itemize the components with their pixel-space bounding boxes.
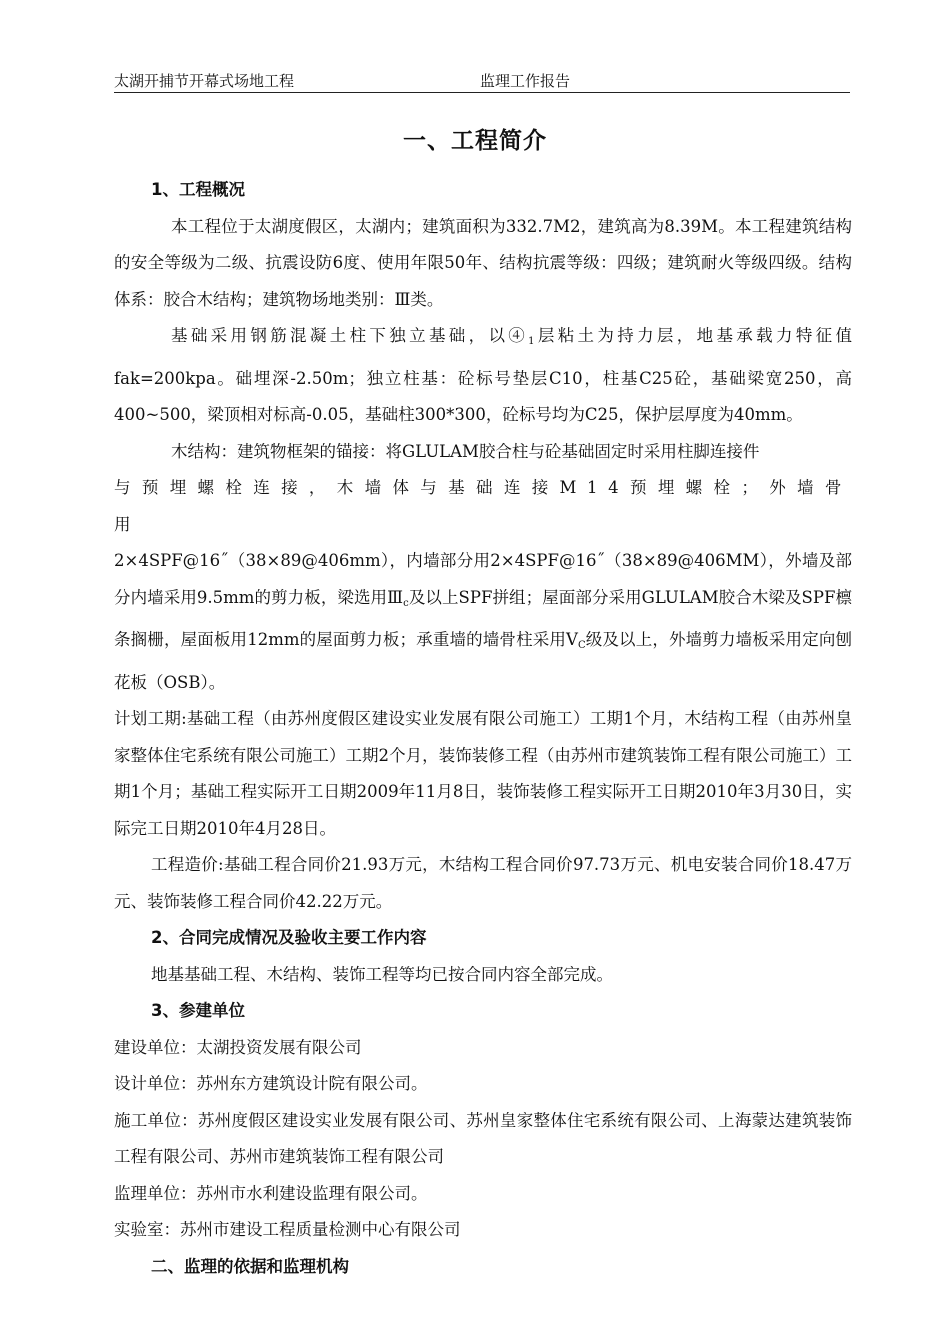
page-header — [114, 70, 850, 93]
paragraph-location: 本工程位于太湖度假区，太湖内；建筑面积为332.7M2，建筑高为8.39M。本工程建筑结构的安全等级为二级、抗震设防6度、使用年限50年、结构抗震等级：四级；建筑耐火等级四级。结构体系：胶合木结构；建筑物场地类别：Ⅲ类。 — [114, 216, 852, 309]
participant-supervisor: 监理单位：苏州市水利建设监理有限公司。 — [114, 1183, 428, 1203]
participant-contractor: 施工单位：苏州度假区建设实业发展有限公司、苏州皇家整体住宅系统有限公司、上海蒙达建筑装饰工程有限公司、苏州市建筑装饰工程有限公司 — [114, 1110, 852, 1166]
page-title: 一、工程简介 — [403, 128, 547, 154]
paragraph-completion: 地基基础工程、木结构、装饰工程等均已按合同内容全部完成。 — [151, 964, 613, 984]
section-heading-basis: 二、监理的依据和监理机构 — [151, 1256, 349, 1276]
section-heading-participants: 3、参建单位 — [151, 1001, 245, 1020]
paragraph-wood-structure-rest: 2×4SPF@16˝（38×89@406mm），内墙部分用2×4SPF@16˝（38×89@406MM），外墙及部分内墙采用9.5mm的剪力板，梁选用$Ⅲ_c$及以上SPF拼组；屋面部分采用GLULAM胶合木梁及SPF檩条搁栅，屋面板用12mm的屋面剪力板；承重墙的墙骨柱采用$V_C$级及以上，外墙剪力墙板采用定向刨花板（OSB）。 — [114, 551, 852, 692]
paragraph-wood-structure-line1: 木结构：建筑物框架的锚接：将GLULAM胶合柱与砼基础固定时采用柱脚连接件 — [171, 441, 760, 461]
paragraph-foundation: 基础采用钢筋混凝土柱下独立基础，以$④_1$层粘土为持力层，地基承载力特征值fak=200kpa。础埋深-2.50m；独立柱基：砼标号垫层C10，柱基C25砼，基础梁宽250，高400~500，梁顶相对标高-0.05，基础柱300*300，砼标号均为C25，保护层厚度为40mm。 — [114, 326, 853, 424]
header-project-name: 太湖开捕节开幕式场地工程 — [114, 72, 295, 90]
participant-lab: 实验室：苏州市建设工程质量检测中心有限公司 — [114, 1220, 461, 1239]
participant-owner: 建设单位：太湖投资发展有限公司 — [114, 1037, 362, 1057]
paragraph-wood-structure-line2: 与预埋螺栓连接，木墙体与基础连接M14预埋螺栓；外墙骨用 — [114, 478, 852, 534]
section-heading-overview: 1、工程概况 — [151, 180, 245, 199]
paragraph-schedule: 计划工期:基础工程（由苏州度假区建设实业发展有限公司施工）工期1个月，木结构工程（由苏州皇家整体住宅系统有限公司施工）工期2个月，装饰装修工程（由苏州市建筑装饰工程有限公司施工）工期1个月；基础工程实际开工日期2009年11月8日，装饰装修工程实际开工日期2010年3月30日，实际完工日期2010年4月28日。 — [114, 709, 852, 838]
paragraph-cost: 工程造价:基础工程合同价21.93万元，木结构工程合同价97.73万元、机电安装合同价18.47万元、装饰装修工程合同价42.22万元。 — [114, 855, 852, 911]
section-heading-contract: 2、合同完成情况及验收主要工作内容 — [151, 928, 427, 947]
participant-designer: 设计单位：苏州东方建筑设计院有限公司。 — [114, 1074, 428, 1093]
document-body — [114, 172, 852, 1285]
header-report-title: 监理工作报告 — [480, 72, 571, 90]
